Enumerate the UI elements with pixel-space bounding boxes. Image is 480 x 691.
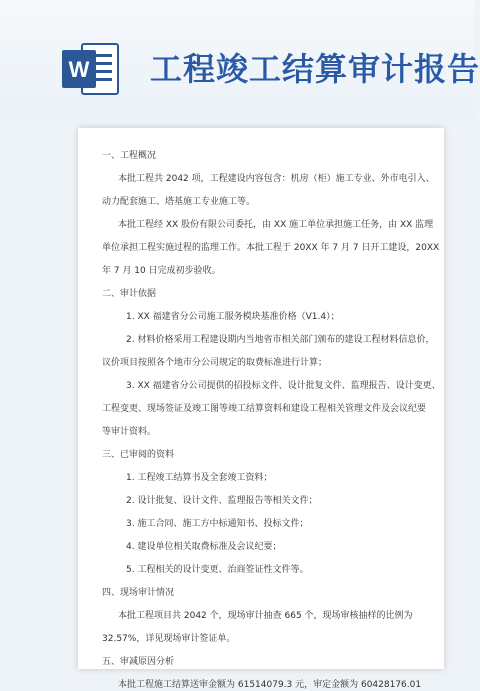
paragraph-line: 工程变更、现场签证及竣工图等竣工结算资料和建设工程相关管理文件及会议纪要 [102,404,427,414]
paragraph-line: 年 7 月 10 日完成初步验收。 [102,266,221,276]
paragraph-line: 本批工程共 2042 项，工程建设内容包含：机房（柜）施工专业、外市电引入、 [118,174,435,184]
paragraph-line: 单位承担工程实施过程的监理工作。本批工程于 20XX 年 7 月 7 日开工建设，20XX [102,243,440,253]
section-heading: 一、工程概况 [102,151,157,161]
section-heading: 四、现场审计情况 [102,588,175,598]
word-document-icon [60,38,122,100]
section-heading: 三、已审阅的资料 [102,450,175,460]
paragraph-line: 动力配套施工、塔基施工专业施工等。 [102,197,256,207]
paragraph-line: 本批工程施工结算送审金额为 61514079.3 元，审定金额为 60428176.01 [118,680,422,690]
list-item: 3. XX 福建省分公司提供的招投标文件、设计批复文件、监理报告、设计变更、 [126,381,441,391]
paragraph-line: 本批工程项目共 2042 个，现场审计抽查 665 个，现场审核抽样的比例为 [118,611,413,621]
list-item: 1. 工程竣工结算书及全套竣工资料； [126,473,273,483]
list-item: 1. XX 福建省分公司施工服务模块基准价格（V1.4）； [126,312,340,322]
list-item: 5. 工程相关的设计变更、治商签证性文件等。 [126,565,309,575]
svg-text:W: W [68,57,90,82]
paragraph-line: 等审计资料。 [102,427,157,437]
list-item: 2. 设计批复、设计文件、监理报告等相关文件； [126,496,318,506]
section-heading: 五、审减原因分析 [102,657,175,667]
document-title: 工程竣工结算审计报告 [150,50,480,88]
section-heading: 二、审计依据 [102,289,157,299]
paragraph-line: 本批工程经 XX 股份有限公司委托，由 XX 施工单位承担施工任务，由 XX 监理 [118,220,434,230]
list-item: 2. 材料价格采用工程建设期内当地省市相关部门颁布的建设工程材料信息价， [126,335,435,345]
paragraph-line: 议价项目按照各个地市分公司规定的取费标准进行计算； [102,358,328,368]
list-item: 3. 施工合同、施工方中标通知书、投标文件； [126,519,309,529]
paragraph-line: 32.57%，详见现场审计签证单。 [102,634,236,644]
document-page [78,128,444,690]
list-item: 4. 建设单位相关取费标准及会议纪要； [126,542,282,552]
